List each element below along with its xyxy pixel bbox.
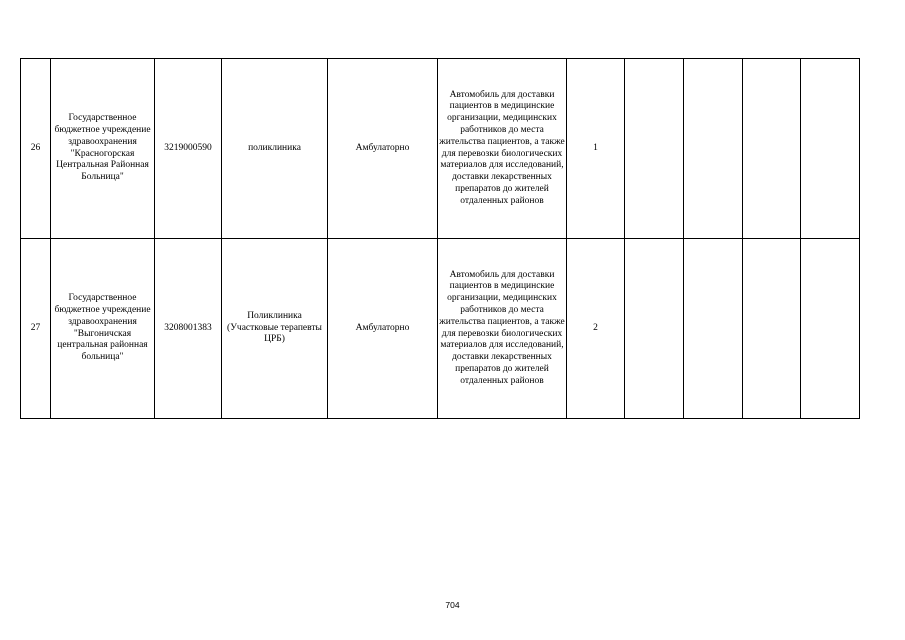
inn-cell: 3208001383 [155, 239, 222, 419]
empty-cell [743, 59, 801, 239]
table-row [21, 59, 860, 239]
vehicle-purpose-cell: Автомобиль для доставки пациентов в медицинские организации, медицинских работников до места жительства пациентов, а также для перевозки биологических материалов для исследований, доставки лекарственных препаратов до жителей отдаленных районов [438, 59, 567, 239]
row-number-cell: 26 [21, 59, 51, 239]
empty-cell [801, 59, 860, 239]
inn-cell: 3219000590 [155, 59, 222, 239]
department-cell: Поликлиника (Участковые терапевты ЦРБ) [222, 239, 328, 419]
vehicle-allocation-table [20, 58, 860, 419]
empty-cell [684, 239, 743, 419]
quantity-cell: 1 [567, 59, 625, 239]
empty-cell [743, 239, 801, 419]
empty-cell [684, 59, 743, 239]
institution-name-cell: Государственное бюджетное учреждение здравоохранения "Красногорская Центральная Районная Больница" [51, 59, 155, 239]
vehicle-purpose-cell: Автомобиль для доставки пациентов в медицинские организации, медицинских работников до места жительства пациентов, а также для перевозки биологических материалов для исследований, доставки лекарственных препаратов до жителей отдаленных районов [438, 239, 567, 419]
empty-cell [625, 239, 684, 419]
institution-name-cell: Государственное бюджетное учреждение здравоохранения "Выгоничская центральная районная больница" [51, 239, 155, 419]
page-number: 704 [445, 600, 460, 610]
care-type-cell: Амбулаторно [328, 239, 438, 419]
row-number-cell: 27 [21, 239, 51, 419]
table-row [21, 239, 860, 419]
quantity-cell: 2 [567, 239, 625, 419]
care-type-cell: Амбулаторно [328, 59, 438, 239]
department-cell: поликлиника [222, 59, 328, 239]
empty-cell [801, 239, 860, 419]
empty-cell [625, 59, 684, 239]
